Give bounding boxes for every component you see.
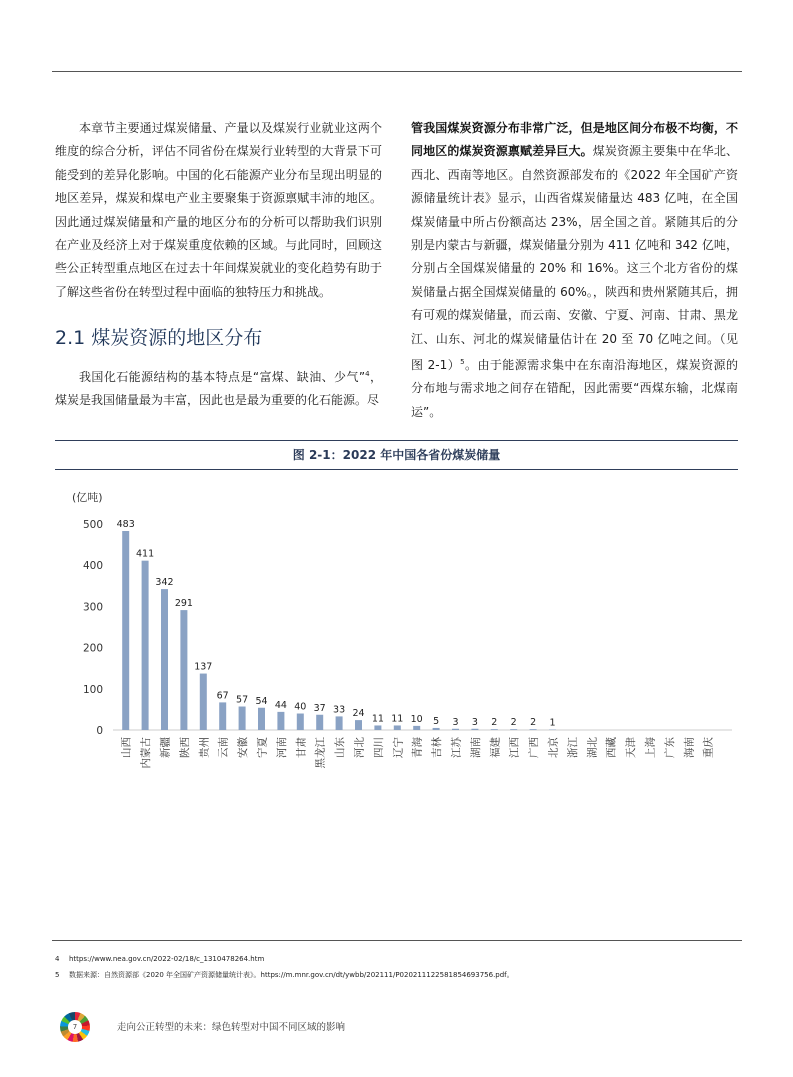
x-tick-label: 河南 — [275, 737, 288, 758]
x-axis-labels — [120, 737, 715, 769]
bar-湖南 — [471, 729, 478, 730]
bars — [117, 519, 556, 730]
figure-title: 图 2-1：2022 年中国各省份煤炭储量 — [292, 448, 501, 462]
data-label: 2 — [510, 717, 517, 729]
footnote-5-number: 5 — [55, 971, 60, 979]
data-label: 342 — [155, 577, 174, 589]
sdg-wheel-logo — [60, 1012, 90, 1042]
bar-四川 — [374, 725, 381, 730]
x-tick-label: 陕西 — [178, 737, 191, 758]
key-finding-text: 管我国煤炭资源分布非常广泛，但是地区间分布极不均衡，不同地区的煤炭资源禀赋差异巨大。 — [411, 121, 738, 159]
footnote-5 — [55, 970, 514, 980]
distribution-text: 煤炭资源主要集中在华北、西北、西南等地区。自然资源部发布的《2022 年全国矿产资源储量统计表》显示，山西省煤炭储量达 483 亿吨，在全国煤炭储量中所占份额高达 23%，居全国之首。紧随其后的分别是内蒙古与新疆，煤炭储量分别为 411 亿吨和 342 亿吨，分别占全国煤炭储量的 20% 和 16%。这三个北方省份的煤炭储量占据全国煤炭储量的 60%。，陕西和贵州紧随其后，拥有可观的煤炭储量，而云南、安徽、宁夏、河南、甘肃、黑龙江、山东、河北的煤炭储量估计在 20 至 70 亿吨之间。（见图 2-1） — [411, 144, 738, 373]
data-label: 11 — [371, 713, 384, 725]
footnote-ref-5[interactable]: 5 — [460, 358, 465, 367]
right-column — [411, 117, 738, 424]
coal-reserves-bar-chart — [0, 478, 793, 778]
page-number: 7 — [68, 1020, 82, 1034]
data-label: 1 — [549, 717, 556, 729]
coal-structure-paragraph — [55, 363, 382, 413]
data-label: 40 — [294, 701, 307, 713]
data-label: 2 — [530, 717, 537, 729]
bar-云南 — [219, 702, 226, 730]
data-label: 483 — [116, 519, 135, 531]
bar-宁夏 — [258, 708, 265, 730]
y-tick-label: 200 — [82, 642, 103, 655]
bar-广西 — [530, 729, 537, 730]
left-column-lower — [55, 363, 382, 413]
bar-安徽 — [239, 707, 246, 730]
x-tick-label: 贵州 — [198, 737, 211, 758]
footnote-5-text[interactable]: 数据来源：自然资源部《2020 年全国矿产资源储量统计表》。https://m.mnr.gov.cn/dt/ywbb/202111/P020211122581854693756.pdf。 — [69, 971, 514, 979]
bar-河南 — [277, 712, 284, 730]
footnote-ref-4[interactable]: 4 — [365, 370, 370, 378]
x-tick-label: 北京 — [547, 737, 560, 758]
x-tick-label: 安徽 — [237, 737, 250, 758]
x-tick-label: 河北 — [353, 737, 366, 758]
bar-新疆 — [161, 589, 168, 730]
x-tick-label: 西藏 — [605, 737, 618, 758]
x-tick-label: 广东 — [663, 737, 676, 758]
bar-山西 — [122, 531, 129, 730]
bar-江西 — [510, 729, 517, 730]
y-tick-label: 100 — [82, 683, 103, 696]
x-tick-label: 重庆 — [702, 737, 715, 758]
data-label: 67 — [216, 690, 229, 702]
data-label: 291 — [174, 598, 193, 610]
bar-黑龙江 — [316, 715, 323, 730]
bar-内蒙古 — [142, 561, 149, 730]
figure-title-rule — [55, 469, 738, 470]
y-tick-label: 500 — [82, 519, 103, 531]
distribution-paragraph — [411, 117, 738, 424]
y-tick-label: 0 — [96, 725, 103, 737]
x-tick-label: 海南 — [683, 737, 696, 758]
bar-江苏 — [452, 729, 459, 730]
footnote-4-number: 4 — [55, 955, 60, 963]
y-axis-label: (亿吨) — [72, 491, 103, 504]
left-column — [55, 117, 382, 304]
data-label: 37 — [313, 702, 326, 714]
x-tick-label: 辽宁 — [392, 737, 405, 758]
bar-青海 — [413, 726, 420, 730]
y-tick-label: 400 — [82, 560, 103, 573]
x-tick-label: 内蒙古 — [140, 737, 153, 769]
bar-吉林 — [433, 728, 440, 730]
x-tick-label: 山西 — [120, 737, 133, 758]
x-tick-label: 四川 — [372, 737, 385, 758]
x-tick-label: 江苏 — [450, 737, 463, 758]
intro-paragraph: 本章节主要通过煤炭储量、产量以及煤炭行业就业这两个维度的综合分析，评估不同省份在煤炭行业转型的大背景下可能受到的差异化影响。中国的化石能源产业分布呈现出明显的地区差异，煤炭和煤电产业主要聚集于资源禀赋丰沛的地区。因此通过煤炭储量和产量的地区分布的分析可以帮助我们识别在产业及经济上对于煤炭重度依赖的区域。与此同时，回顾这些公正转型重点地区在过去十年间煤炭就业的变化趋势有助于了解这些省份在转型过程中面临的独特压力和挑战。 — [55, 121, 382, 299]
distribution-tail: 。由于能源需求集中在东南沿海地区，煤炭资源的分布地与需求地之间存在错配，因此需要“西煤东输，北煤南运”。 — [411, 358, 738, 419]
x-tick-label: 新疆 — [159, 737, 172, 758]
data-label: 411 — [136, 548, 155, 560]
x-tick-label: 浙江 — [566, 737, 579, 758]
figure-top-rule — [55, 440, 738, 441]
y-axis — [83, 519, 732, 737]
bar-贵州 — [200, 674, 207, 730]
footnote-rule — [52, 940, 742, 941]
y-tick-label: 300 — [82, 601, 103, 614]
data-label: 33 — [333, 704, 346, 716]
bar-辽宁 — [394, 725, 401, 730]
data-label: 3 — [452, 716, 459, 728]
x-tick-label: 黑龙江 — [314, 737, 327, 769]
data-label: 24 — [352, 708, 365, 720]
x-tick-label: 湖南 — [469, 737, 482, 758]
data-label: 3 — [471, 716, 478, 728]
bar-福建 — [491, 729, 498, 730]
para-text-1: 我国化石能源结构的基本特点是“富煤、缺油、少气” — [79, 370, 366, 384]
data-label: 57 — [236, 694, 249, 706]
para-text-2: ，煤炭是我国储量最为丰富，因此也是最为重要的化石能源。尽 — [55, 370, 382, 408]
bar-山东 — [336, 716, 343, 730]
bar-河北 — [355, 720, 362, 730]
x-tick-label: 青海 — [411, 737, 424, 758]
data-label: 5 — [433, 715, 440, 727]
bar-陕西 — [180, 610, 187, 730]
x-tick-label: 福建 — [489, 737, 502, 758]
x-tick-label: 山东 — [334, 737, 347, 758]
data-label: 54 — [255, 695, 268, 707]
x-tick-label: 云南 — [217, 737, 230, 758]
data-label: 10 — [410, 713, 423, 725]
footer-title: 走向公正转型的未来：绿色转型对中国不同区域的影响 — [117, 1022, 346, 1033]
x-tick-label: 江西 — [508, 737, 521, 758]
x-tick-label: 宁夏 — [256, 737, 269, 758]
x-tick-label: 天津 — [625, 737, 638, 758]
x-tick-label: 甘肃 — [295, 737, 308, 758]
x-tick-label: 湖北 — [586, 737, 599, 758]
section-title: 2.1 煤炭资源的地区分布 — [55, 327, 263, 349]
data-label: 2 — [491, 717, 498, 729]
data-label: 44 — [274, 699, 287, 711]
data-label: 137 — [194, 661, 213, 673]
footnote-4 — [55, 955, 264, 963]
header-rule — [52, 71, 742, 72]
data-label: 11 — [391, 713, 404, 725]
x-tick-label: 吉林 — [431, 737, 444, 758]
footnote-4-link[interactable]: https://www.nea.gov.cn/2022-02/18/c_1310478264.htm — [69, 955, 265, 963]
x-tick-label: 广西 — [528, 737, 541, 758]
bar-甘肃 — [297, 714, 304, 730]
x-tick-label: 上海 — [644, 737, 657, 758]
